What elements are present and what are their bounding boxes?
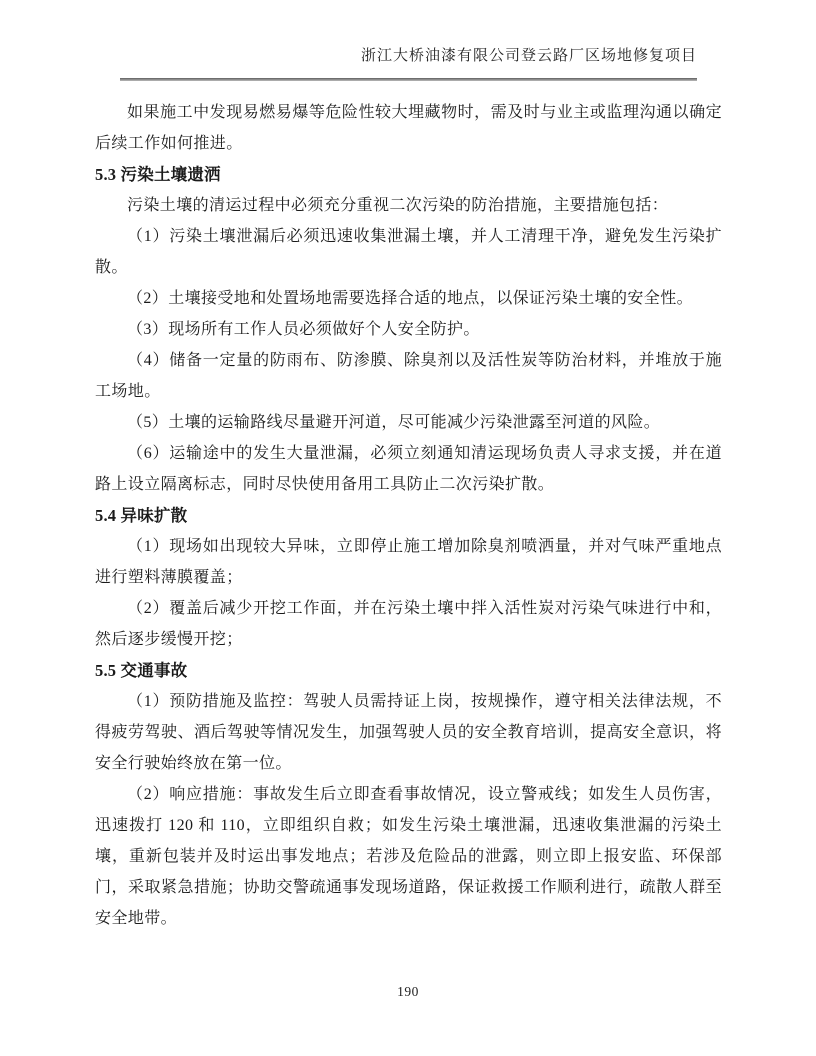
paragraph: （2）响应措施：事故发生后立即查看事故情况，设立警戒线；如发生人员伤害，迅速拨打 120 和 110，立即组织自救；如发生污染土壤泄漏，迅速收集泄漏的污染土壤，重新包装并及时运出事发地点；若涉及危险品的泄露，则立即上报安监、环保部门，采取紧急措施；协助交警疏通事发现场道路，保证救援工作顺利进行，疏散人群至安全地带。 [95, 786, 722, 927]
document-body [95, 97, 722, 934]
paragraph: （1）现场如出现较大异味，立即停止施工增加除臭剂喷洒量，并对气味严重地点进行塑料薄膜覆盖； [95, 538, 722, 586]
header-title: 浙江大桥油漆有限公司登云路厂区场地修复项目 [360, 48, 697, 64]
section-heading-5-5: 5.5 交通事故 [95, 661, 188, 680]
section-heading-5-3: 5.3 污染土壤遗洒 [95, 165, 221, 184]
section-heading-5-4: 5.4 异味扩散 [95, 506, 188, 525]
paragraph: （6）运输途中的发生大量泄漏，必须立刻通知清运现场负责人寻求支援，并在道路上设立隔离标志，同时尽快使用备用工具防止二次污染扩散。 [95, 445, 722, 493]
intro-paragraph: 如果施工中发现易燃易爆等危险性较大埋藏物时，需及时与业主或监理沟通以确定后续工作如何推进。 [95, 104, 722, 152]
paragraph: 污染土壤的清运过程中必须充分重视二次污染的防治措施，主要措施包括： [127, 197, 669, 214]
paragraph: （1）污染土壤泄漏后必须迅速收集泄漏土壤，并人工清理干净，避免发生污染扩散。 [95, 228, 722, 276]
paragraph: （3）现场所有工作人员必须做好个人安全防护。 [127, 321, 480, 338]
header-rule [120, 78, 697, 81]
page-number: 190 [397, 984, 419, 999]
paragraph: （2）覆盖后减少开挖工作面，并在污染土壤中拌入活性炭对污染气味进行中和，然后逐步缓慢开挖； [95, 600, 722, 648]
paragraph: （2）土壤接受地和处置场地需要选择合适的地点，以保证污染土壤的安全性。 [127, 290, 694, 307]
paragraph: （4）储备一定量的防雨布、防渗膜、除臭剂以及活性炭等防治材料，并堆放于施工场地。 [95, 352, 722, 400]
paragraph: （1）预防措施及监控：驾驶人员需持证上岗，按规操作，遵守相关法律法规，不得疲劳驾驶、酒后驾驶等情况发生，加强驾驶人员的安全教育培训，提高安全意识，将安全行驶始终放在第一位。 [95, 693, 722, 772]
paragraph: （5）土壤的运输路线尽量避开河道，尽可能减少污染泄露至河道的风险。 [127, 414, 661, 431]
page-header [120, 44, 697, 65]
page-footer [0, 984, 816, 1000]
